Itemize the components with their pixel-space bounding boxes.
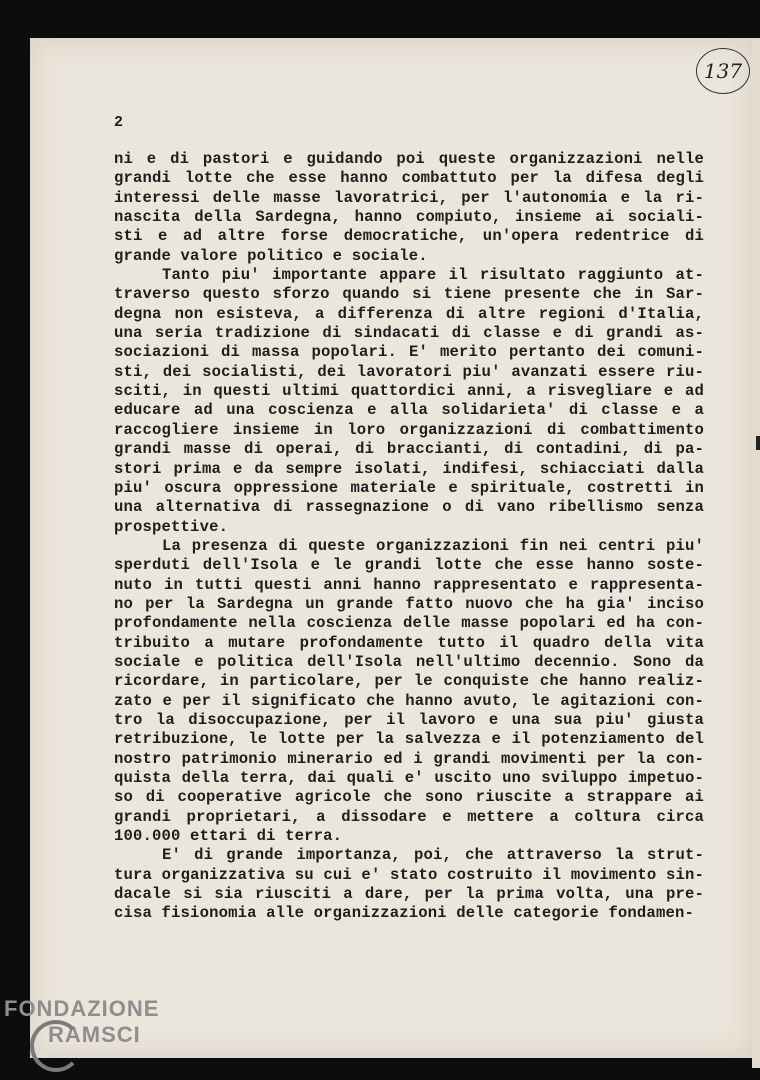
text-line: grande valore politico e sociale. <box>114 246 428 265</box>
text-line: una alternativa di rassegnazione o di vano ribellismo senza <box>114 498 704 517</box>
paragraph <box>114 150 704 266</box>
text-line: 100.000 ettari di terra. <box>114 827 343 846</box>
paragraph <box>114 846 704 923</box>
text-line: sti e ad altre forse democratiche, un'opera redentrice di <box>114 227 704 246</box>
text-line: traverso questo sforzo quando si tiene presente che in Sar- <box>114 285 704 304</box>
text-line: sociale e politica dell'Isola nell'ultimo decennio. Sono da <box>114 652 704 671</box>
text-line: grandi proprietari, a dissodare e mettere a coltura circa <box>114 807 704 826</box>
archive-number-stamp: 137 <box>696 48 750 94</box>
text-line: Tanto piu' importante appare il risultato raggiunto at- <box>162 266 704 285</box>
text-line: no per la Sardegna un grande fatto nuovo che ha gia' inciso <box>114 594 704 613</box>
watermark-g-logo-icon <box>30 1020 82 1072</box>
text-line: cisa fisionomia alle organizzazioni delle categorie fondamen- <box>114 904 694 923</box>
text-line: degna non esisteva, a differenza di altre regioni d'Italia, <box>114 304 704 323</box>
text-line: grandi masse di operai, di braccianti, di contadini, di pa- <box>114 440 704 459</box>
typewritten-body <box>114 150 704 924</box>
text-line: grandi lotte che esse hanno combattuto per la difesa degli <box>114 169 704 188</box>
paragraph <box>114 537 704 847</box>
text-line: sperduti dell'Isola e le grandi lotte che esse hanno soste- <box>114 556 704 575</box>
text-line: dacale si sia riusciti a dare, per la prima volta, una pre- <box>114 885 704 904</box>
text-line: una seria tradizione di sindacati di classe e di grandi as- <box>114 324 704 343</box>
text-line: E' di grande importanza, poi, che attraverso la strut- <box>162 846 704 865</box>
text-line: nuto in tutti questi anni hanno rappresentato e rappresenta- <box>114 575 704 594</box>
text-line: nascita della Sardegna, hanno compiuto, insieme ai sociali- <box>114 208 704 227</box>
text-line: interessi delle masse lavoratrici, per l'autonomia e la ri- <box>114 188 704 207</box>
text-line: tro la disoccupazione, per il lavoro e una sua piu' giusta <box>114 710 704 729</box>
text-line: sociazioni di massa popolari. E' merito pertanto dei comuni- <box>114 343 704 362</box>
text-line: quista della terra, dai quali e' uscito uno sviluppo impetuo- <box>114 769 704 787</box>
paragraph <box>114 266 704 537</box>
text-line: so di cooperative agricole che sono riuscite a strappare ai <box>114 788 704 807</box>
watermark-line-1: FONDAZIONE <box>4 996 160 1021</box>
text-line: profondamente nella coscienza delle masse popolari ed ha con- <box>114 614 704 633</box>
fondazione-gramsci-watermark <box>4 996 159 1048</box>
page-number: 2 <box>114 114 124 131</box>
text-line: piu' oscura oppressione materiale e spirituale, costretti in <box>114 478 704 497</box>
text-line: zato e per il significato che hanno avuto, le agitazioni con- <box>114 691 704 710</box>
text-line: raccogliere insieme in loro organizzazioni di combattimento <box>114 420 704 439</box>
text-line: retribuzione, le lotte per la salvezza e il potenziamento del <box>114 730 704 749</box>
text-line: ricordare, in particolare, per le conquiste che hanno realiz- <box>114 672 704 691</box>
text-line: tribuito a mutare profondamente tutto il quadro della vita <box>114 633 704 652</box>
watermark-line-2: RAMSCI <box>48 1022 141 1047</box>
text-line: tura organizzativa su cui e' stato costruito il movimento sin- <box>114 865 704 884</box>
edge-mark <box>756 436 760 450</box>
text-line: ni e di pastori e guidando poi queste organizzazioni nelle <box>114 150 704 168</box>
text-line: stori prima e da sempre isolati, indifesi, schiacciati dalla <box>114 459 704 478</box>
text-line: sti, dei socialisti, dei lavoratori piu' avanzati essere riu- <box>114 362 704 381</box>
text-line: La presenza di queste organizzazioni fin nei centri piu' <box>162 536 704 555</box>
text-line: educare ad una coscienza e alla solidarieta' di classe e a <box>114 401 704 420</box>
text-line: nostro patrimonio minerario ed i grandi movimenti per la con- <box>114 749 704 768</box>
text-line: sciti, in questi ultimi quattordici anni, a risvegliare e ad <box>114 382 704 401</box>
adjacent-page-edge <box>752 38 760 1068</box>
text-line: prospettive. <box>114 517 229 536</box>
